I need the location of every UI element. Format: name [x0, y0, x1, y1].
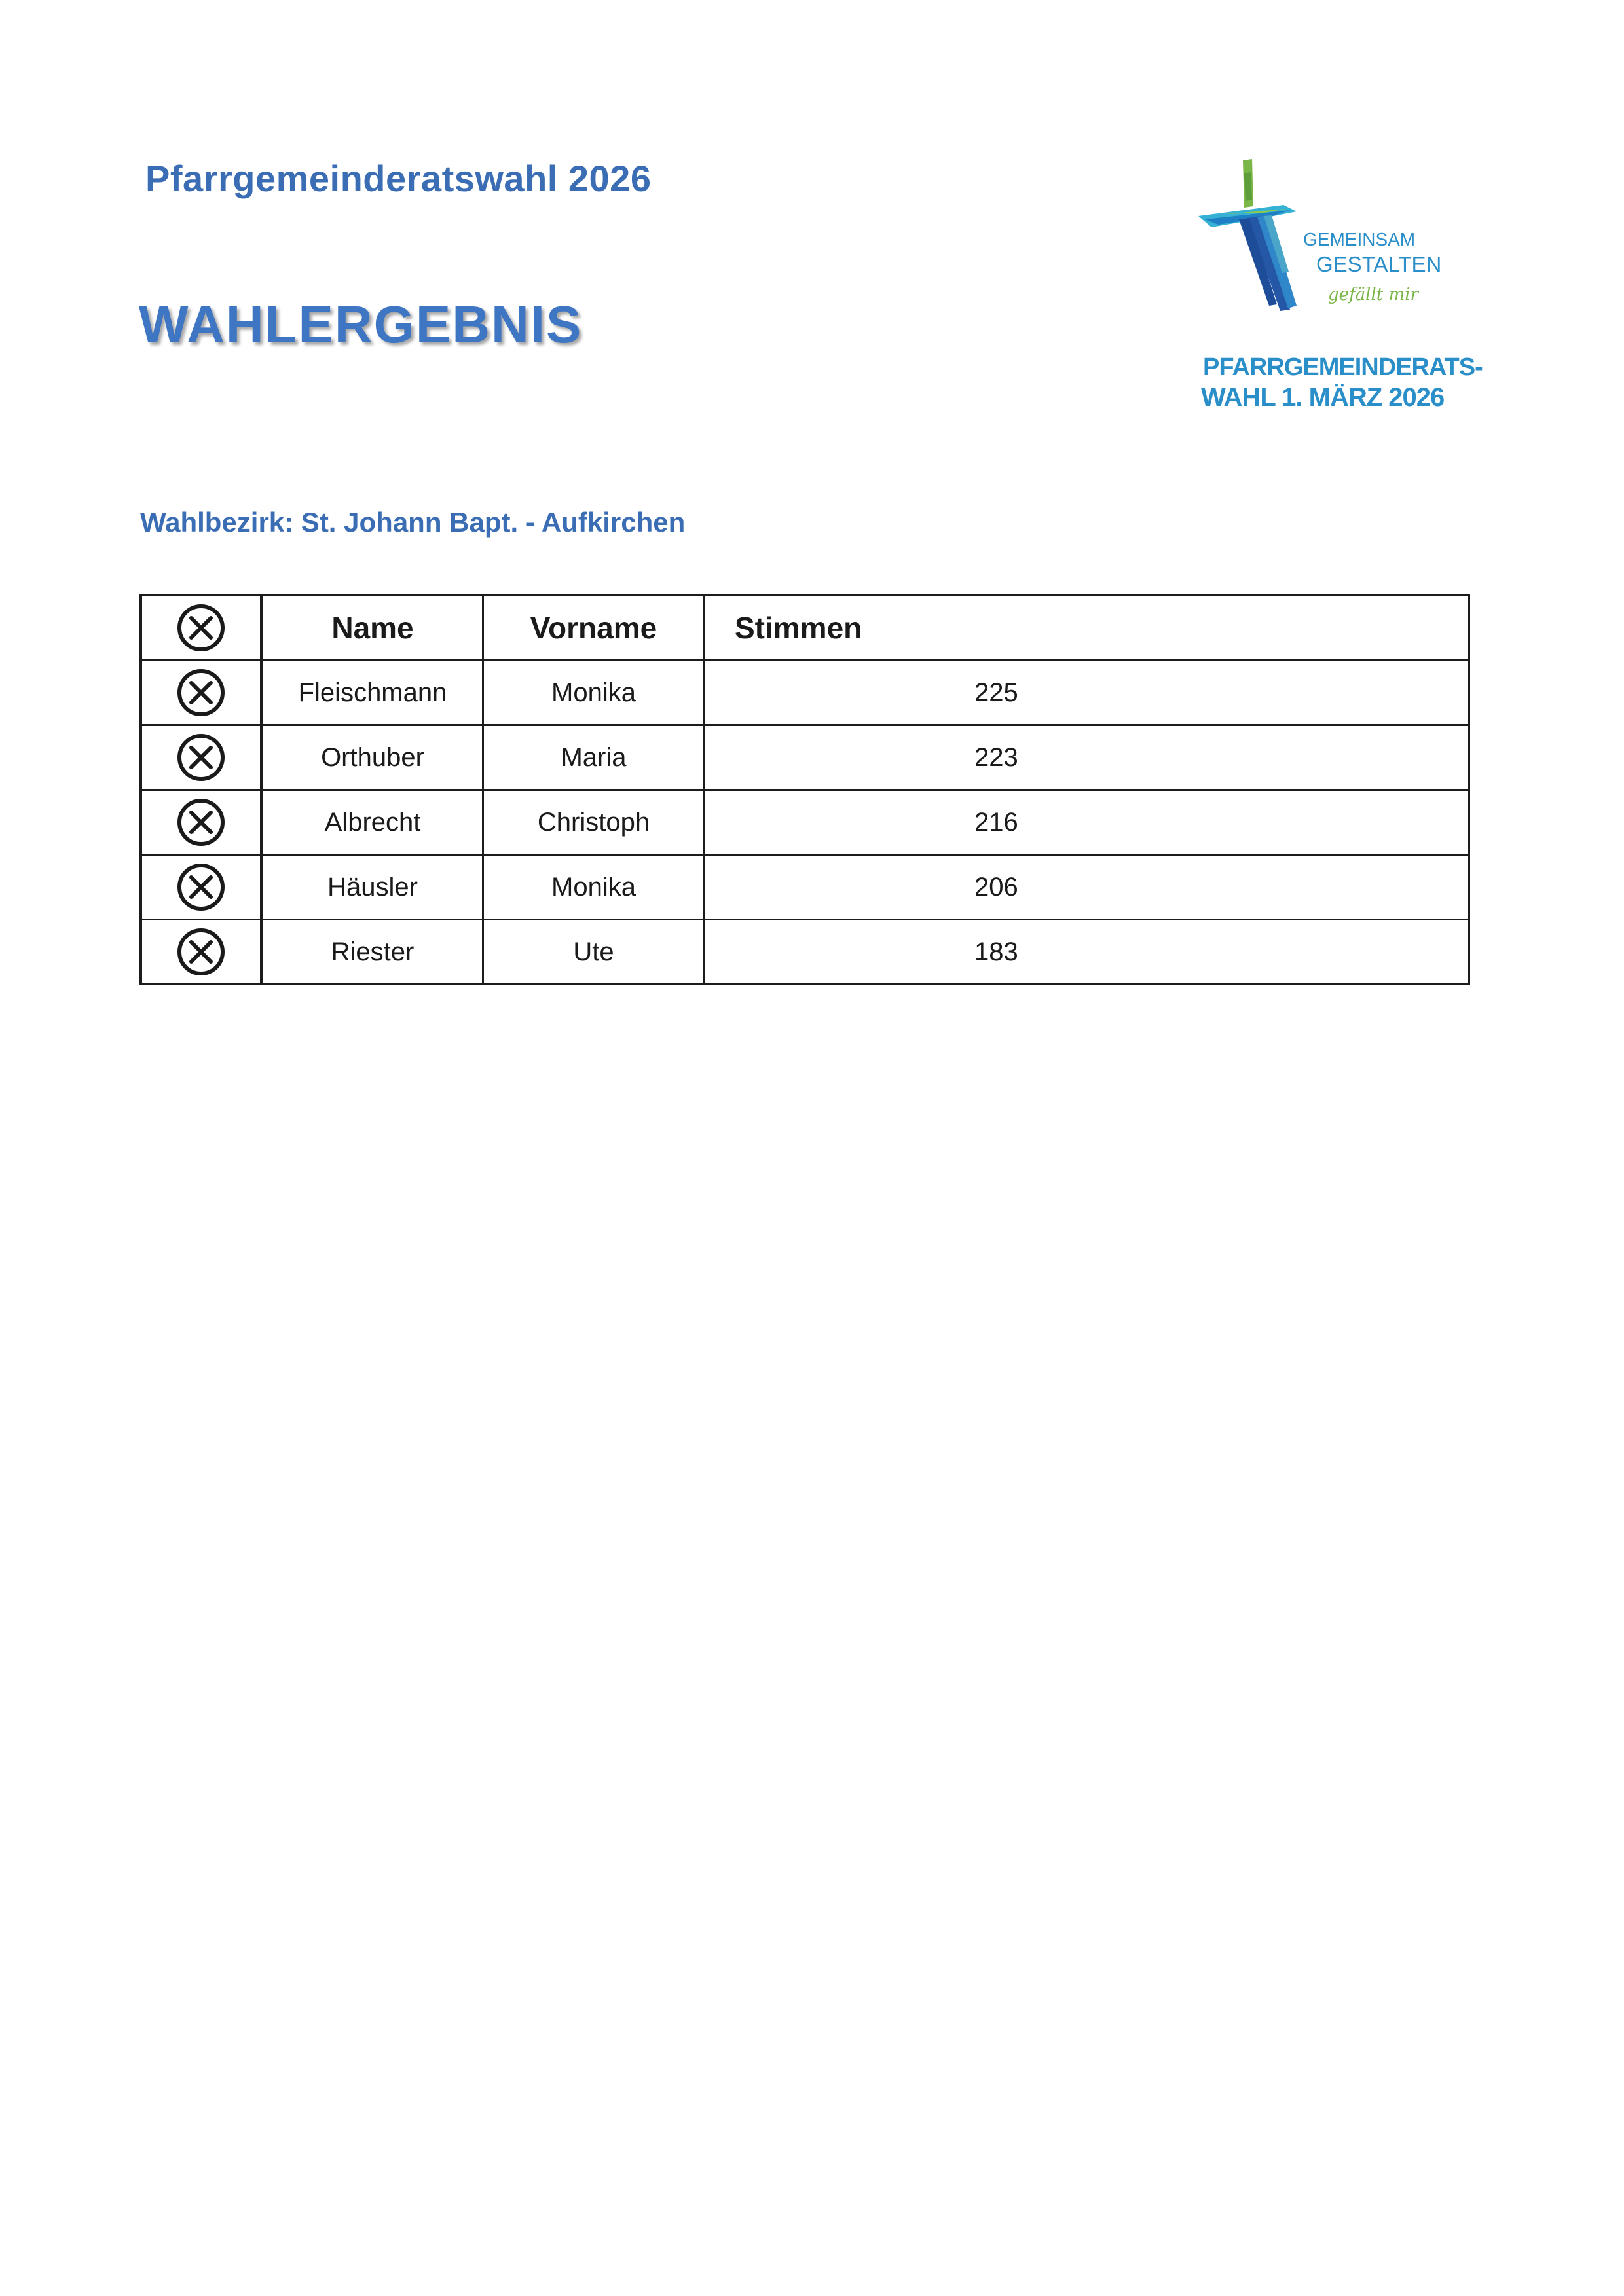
vorname-cell: Ute	[483, 920, 705, 985]
stimmen-cell: 216	[705, 790, 1469, 855]
table-row	[141, 920, 1469, 985]
circled-x-icon	[175, 797, 227, 848]
table-header-row	[141, 596, 1469, 661]
page-title: WAHLERGEBNIS	[139, 295, 583, 354]
circled-x-icon	[175, 602, 227, 653]
mark-cell	[141, 790, 262, 855]
mark-cell	[141, 920, 262, 985]
mark-cell	[141, 855, 262, 920]
circled-x-icon	[175, 667, 227, 718]
logo-election-line2: WAHL 1. MÄRZ 2026	[1201, 383, 1445, 412]
stimmen-cell: 225	[705, 661, 1469, 725]
logo-line1: GEMEINSAM	[1303, 229, 1416, 249]
header-name: Name	[262, 596, 483, 661]
district-label: Wahlbezirk: St. Johann Bapt. - Aufkirchen	[140, 507, 686, 538]
stimmen-cell: 206	[705, 855, 1469, 920]
mark-cell	[141, 661, 262, 725]
logo-line2: GESTALTEN	[1316, 252, 1442, 276]
table-row	[141, 855, 1469, 920]
name-cell: Orthuber	[262, 725, 483, 790]
vorname-cell: Monika	[483, 855, 705, 920]
vorname-cell: Monika	[483, 661, 705, 725]
table-row	[141, 725, 1469, 790]
circled-x-icon	[175, 862, 227, 913]
stimmen-cell: 223	[705, 725, 1469, 790]
vorname-cell: Maria	[483, 725, 705, 790]
header-stimmen: Stimmen	[705, 596, 1469, 661]
header-vorname: Vorname	[483, 596, 705, 661]
name-cell: Fleischmann	[262, 661, 483, 725]
logo-election-line1: PFARRGEMEINDERATS-	[1203, 354, 1483, 381]
circled-x-icon	[175, 732, 227, 783]
name-cell: Riester	[262, 920, 483, 985]
table-row	[141, 790, 1469, 855]
mark-cell	[141, 725, 262, 790]
election-logo	[1198, 154, 1483, 429]
name-cell: Häusler	[262, 855, 483, 920]
table-row	[141, 661, 1469, 725]
results-table	[139, 594, 1470, 985]
logo-tagline: gefällt mir	[1328, 285, 1418, 304]
election-subtitle: Pfarrgemeinderatswahl 2026	[145, 158, 652, 199]
circled-x-icon	[175, 926, 227, 977]
vorname-cell: Christoph	[483, 790, 705, 855]
header-mark-cell	[141, 596, 262, 661]
stimmen-cell: 183	[705, 920, 1469, 985]
name-cell: Albrecht	[262, 790, 483, 855]
